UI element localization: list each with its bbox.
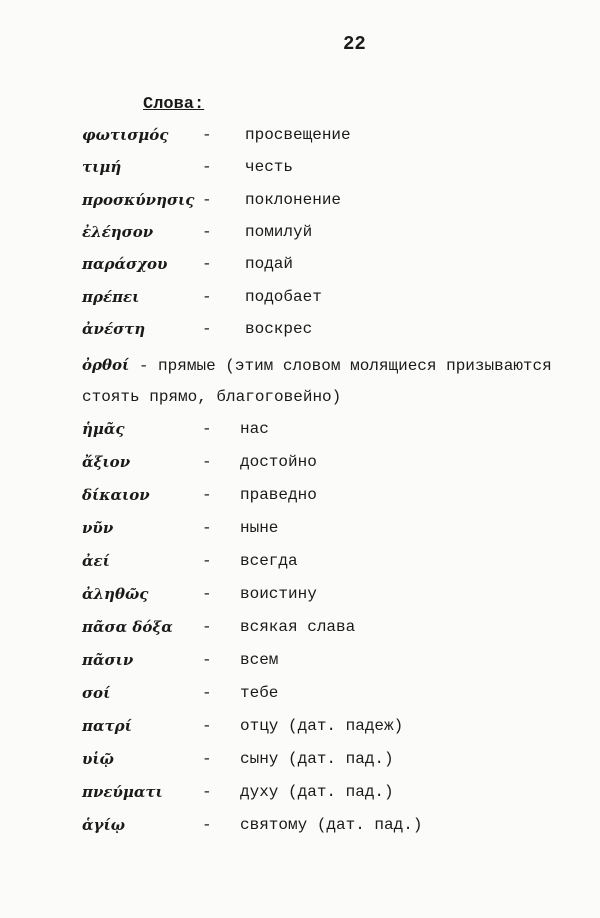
russian-translation: всем	[240, 651, 279, 669]
russian-translation: тебе	[240, 684, 279, 702]
greek-word: παράσχου	[82, 255, 168, 274]
orthoi-entry	[82, 350, 600, 413]
greek-word: πᾶσα δόξα	[82, 618, 173, 636]
vocab-row	[0, 223, 600, 247]
dash: -	[202, 255, 212, 274]
greek-word: ἀεί	[82, 552, 110, 570]
russian-translation: помилуй	[245, 222, 313, 241]
dash: -	[202, 552, 212, 570]
greek-word: ὀρθοί	[82, 356, 130, 374]
vocab-row	[0, 158, 600, 182]
greek-word: φωτισμός	[82, 126, 169, 144]
dash: -	[202, 783, 212, 801]
dash: -	[202, 287, 212, 306]
vocab-row	[0, 486, 600, 510]
definition-line-2: стоять прямо, благоговейно)	[82, 388, 342, 406]
dash: -	[202, 651, 212, 669]
russian-translation: сыну (дат. пад.)	[240, 750, 394, 768]
dash: -	[202, 420, 212, 438]
greek-word: πνεύματι	[82, 783, 163, 801]
vocab-row	[0, 126, 600, 150]
vocab-row	[0, 684, 600, 708]
russian-translation: духу (дат. пад.)	[240, 783, 394, 801]
greek-word: τιμή	[82, 158, 122, 177]
greek-word: πᾶσιν	[82, 651, 134, 669]
russian-translation: достойно	[240, 453, 317, 471]
vocab-row	[0, 717, 600, 741]
greek-word: προσκύνησις	[82, 190, 195, 209]
russian-translation: воистину	[240, 585, 317, 603]
vocab-row	[0, 585, 600, 609]
dash: -	[202, 190, 212, 209]
vocab-row	[0, 320, 600, 344]
greek-word: ἡμᾶς	[82, 420, 125, 438]
dash: -	[202, 816, 212, 834]
dash: -	[202, 684, 212, 702]
vocab-row	[0, 519, 600, 543]
dash: -	[202, 453, 212, 471]
russian-translation: просвещение	[245, 126, 351, 144]
dash: -	[202, 126, 212, 144]
definition-line-1: - прямые (этим словом молящиеся призываются	[129, 357, 552, 375]
russian-translation: святому (дат. пад.)	[240, 816, 423, 834]
greek-word: δίκαιον	[82, 486, 150, 504]
russian-translation: ныне	[240, 519, 279, 537]
vocab-row	[0, 453, 600, 477]
greek-word: ἐλέησον	[82, 222, 154, 241]
greek-word: πρέπει	[82, 287, 140, 306]
section-heading: Слова:	[143, 95, 205, 114]
russian-translation: воскрес	[245, 319, 313, 338]
vocab-row	[0, 750, 600, 774]
russian-translation: всякая слава	[240, 618, 356, 636]
russian-translation: честь	[245, 158, 294, 177]
vocab-row	[0, 816, 600, 840]
vocab-row	[0, 191, 600, 215]
dash: -	[202, 618, 212, 636]
dash: -	[202, 750, 212, 768]
dash: -	[202, 486, 212, 504]
dash: -	[202, 319, 212, 338]
vocab-row	[0, 288, 600, 312]
russian-translation: отцу (дат. падеж)	[240, 717, 404, 735]
vocab-row	[0, 552, 600, 576]
dash: -	[202, 519, 212, 537]
greek-word: σοί	[82, 684, 111, 702]
greek-word: υἱῷ	[82, 750, 114, 768]
dash: -	[202, 222, 212, 241]
dash: -	[202, 717, 212, 735]
greek-word: ἀληθῶς	[82, 585, 149, 603]
greek-word: ἀνέστη	[82, 319, 146, 338]
vocab-row	[0, 651, 600, 675]
russian-translation: подобает	[245, 287, 322, 306]
russian-translation: праведно	[240, 486, 317, 504]
vocab-row	[0, 618, 600, 642]
russian-translation: подай	[245, 255, 294, 274]
vocab-row	[0, 783, 600, 807]
dash: -	[202, 158, 212, 177]
greek-word: πατρί	[82, 717, 132, 735]
page-number: 22	[343, 33, 366, 55]
vocab-row	[0, 255, 600, 279]
russian-translation: поклонение	[245, 190, 342, 209]
russian-translation: всегда	[240, 552, 298, 570]
russian-translation: нас	[240, 420, 269, 438]
greek-word: νῦν	[82, 519, 114, 537]
vocab-row	[0, 420, 600, 444]
greek-word: ἁγίῳ	[82, 816, 125, 834]
greek-word: ἄξιον	[82, 453, 131, 471]
dash: -	[202, 585, 212, 603]
